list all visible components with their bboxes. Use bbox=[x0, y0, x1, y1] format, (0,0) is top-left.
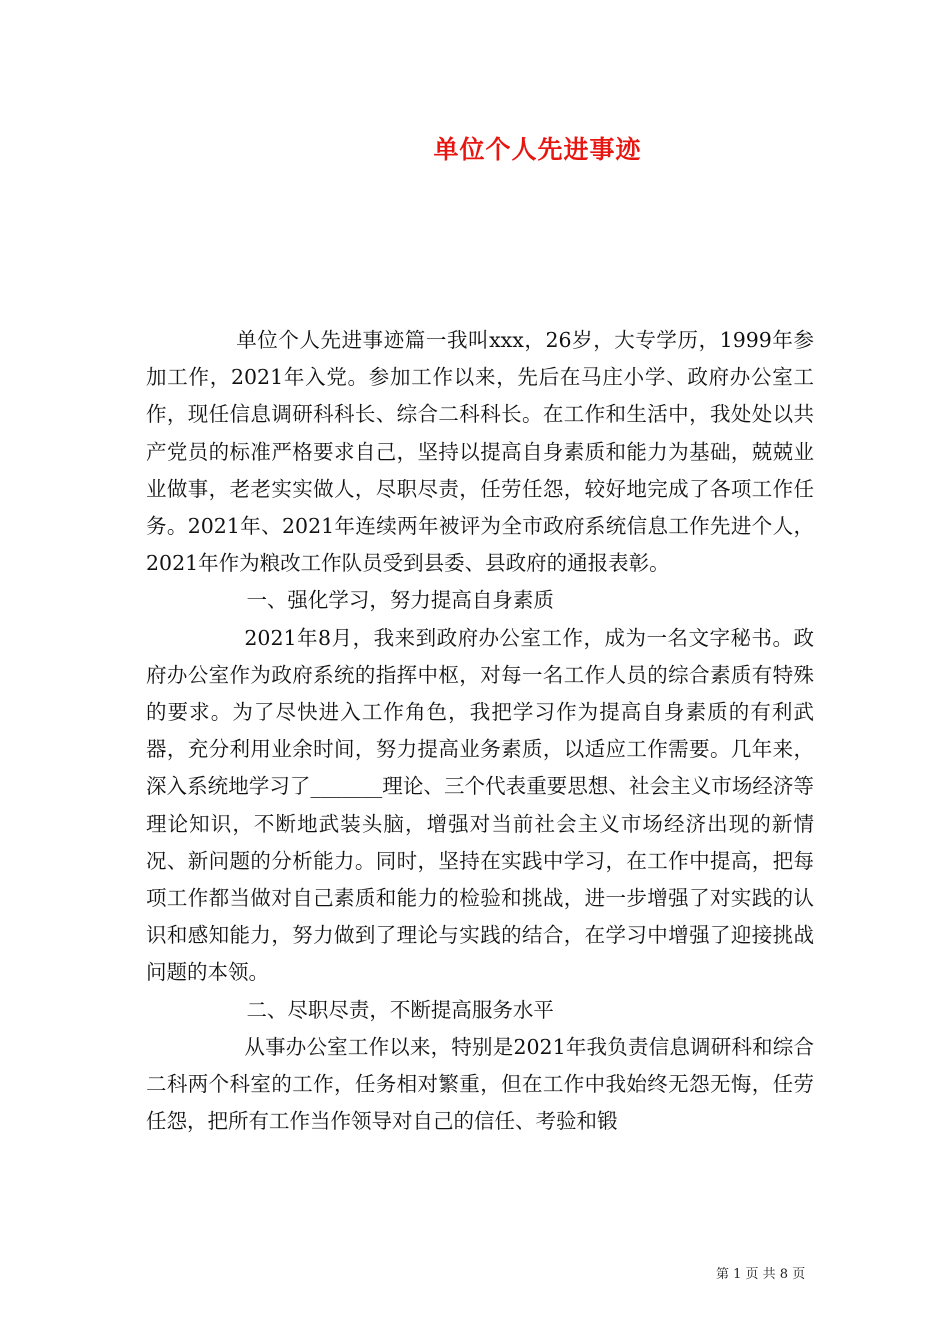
document-body bbox=[146, 322, 814, 1140]
section-heading-2: 二、尽职尽责，不断提高服务水平 bbox=[246, 997, 554, 1022]
document-title: 单位个人先进事迹 bbox=[433, 135, 642, 164]
paragraph-section-2: 从事办公室工作以来，特别是2021年我负责信息调研科和综合二科两个科室的工作，任务相对繁重，但在工作中我始终无怨无悔，任劳任怨，把所有工作当作领导对自己的信任、考验和锻 bbox=[146, 1034, 814, 1134]
paragraph-intro: 单位个人先进事迹篇一我叫xxx，26岁，大专学历，1999年参加工作，2021年入党。参加工作以来，先后在马庄小学、政府办公室工作，现任信息调研科科长、综合二科科长。在工作和生活中，我处处以共产党员的标准严格要求自己，坚持以提高自身素质和能力为基础，兢兢业业做事，老老实实做人，尽职尽责，任劳任怨，较好地完成了各项工作任务。2021年、2021年连续两年被评为全市政府系统信息工作先进个人，2021年作为粮改工作队员受到县委、县政府的通报表彰。 bbox=[146, 328, 814, 576]
section-heading-1: 一、强化学习，努力提高自身素质 bbox=[246, 588, 554, 613]
page-number: 第 1 页 共 8 页 bbox=[716, 1267, 806, 1282]
paragraph-section-1: 2021年8月，我来到政府办公室工作，成为一名文字秘书。政府办公室作为政府系统的指挥中枢，对每一名工作人员的综合素质有特殊的要求。为了尽快进入工作角色，我把学习作为提高自身素质的有利武器，充分利用业余时间，努力提高业务素质，以适应工作需要。几年来，深入系统地学习了_______理论、三个代表重要思想、社会主义市场经济等理论知识，不断地武装头脑，增强对当前社会主义市场经济出现的新情况、新问题的分析能力。同时，坚持在实践中学习，在工作中提高，把每项工作都当做对自己素质和能力的检验和挑战，进一步增强了对实践的认识和感知能力，努力做到了理论与实践的结合，在学习中增强了迎接挑战问题的本领。 bbox=[146, 625, 814, 985]
